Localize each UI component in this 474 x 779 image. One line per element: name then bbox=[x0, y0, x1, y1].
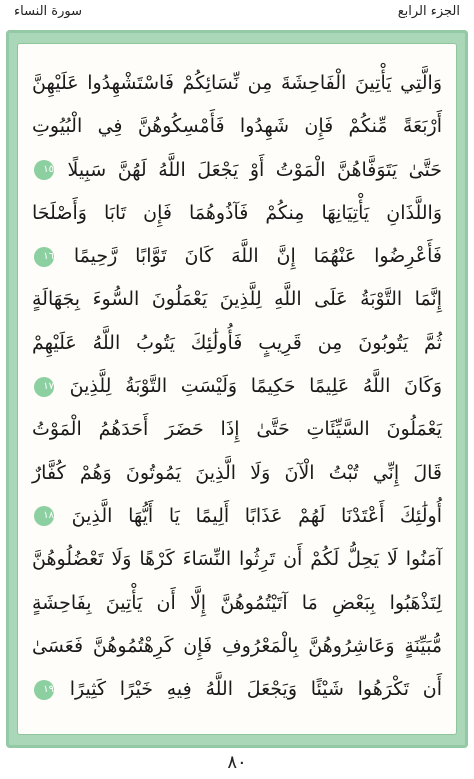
verse-text: لِتَذْهَبُوا بِبَعْضِ مَا آتَيْتُمُوهُنَّ إِلَّا أَن يَأْتِينَ بِفَاحِشَةٍ bbox=[32, 591, 442, 614]
verse-line bbox=[18, 105, 456, 148]
verse-line bbox=[18, 625, 456, 668]
verse-line bbox=[18, 192, 456, 235]
verse-line bbox=[18, 62, 456, 105]
verse-text: ثُمَّ يَتُوبُونَ مِن قَرِيبٍ فَأُولَٰئِكَ يَتُوبُ اللَّهُ عَلَيْهِمْ bbox=[32, 331, 442, 354]
quran-page bbox=[18, 44, 456, 734]
verse-line bbox=[18, 278, 456, 321]
verse-text: مُّبَيِّنَةٍ وَعَاشِرُوهُنَّ بِالْمَعْرُوفِ فَإِن كَرِهْتُمُوهُنَّ فَعَسَىٰ bbox=[32, 634, 442, 657]
verse-text: يَعْمَلُونَ السَّيِّئَاتِ حَتَّىٰ إِذَا حَضَرَ أَحَدَهُمُ الْمَوْتُ bbox=[32, 418, 442, 441]
verse-text: فَأَعْرِضُوا عَنْهُمَا إِنَّ اللَّهَ كَانَ تَوَّابًا رَّحِيمًا bbox=[73, 245, 442, 268]
verse-line bbox=[18, 668, 456, 711]
page-header bbox=[0, 0, 474, 30]
verse-line bbox=[18, 322, 456, 365]
verse-text: آمَنُوا لَا يَحِلُّ لَكُمْ أَن تَرِثُوا النِّسَاءَ كَرْهًا وَلَا تَعْضُلُوهُنَّ bbox=[32, 548, 442, 571]
verse-line bbox=[18, 149, 456, 192]
ayah-number-marker: ١٦ bbox=[34, 247, 54, 267]
verse-line bbox=[18, 408, 456, 451]
verse-text: إِنَّمَا التَّوْبَةُ عَلَى اللَّهِ لِلَّذِينَ يَعْمَلُونَ السُّوءَ بِجَهَالَةٍ bbox=[32, 288, 442, 311]
verse-text: وَالَّتِي يَأْتِينَ الْفَاحِشَةَ مِن نِّسَائِكُمْ فَاسْتَشْهِدُوا عَلَيْهِنَّ bbox=[32, 72, 442, 94]
ayah-number-marker: ١٧ bbox=[34, 377, 54, 397]
verse-line bbox=[18, 235, 456, 278]
juz-label: الجزء الرابع bbox=[397, 4, 460, 19]
verse-text: قَالَ إِنِّي تُبْتُ الْآنَ وَلَا الَّذِينَ يَمُوتُونَ وَهُمْ كُفَّارٌ bbox=[32, 461, 442, 484]
verse-line bbox=[18, 495, 456, 538]
verse-lines bbox=[18, 62, 456, 711]
verse-text: حَتَّىٰ يَتَوَفَّاهُنَّ الْمَوْتُ أَوْ يَجْعَلَ اللَّهُ لَهُنَّ سَبِيلًا bbox=[67, 158, 442, 181]
verse-text: وَكَانَ اللَّهُ عَلِيمًا حَكِيمًا وَلَيْسَتِ التَّوْبَةُ لِلَّذِينَ bbox=[69, 375, 442, 398]
ayah-number-marker: ١٩ bbox=[34, 680, 54, 700]
ayah-number-marker: ١٨ bbox=[34, 506, 54, 526]
verse-line bbox=[18, 452, 456, 495]
verse-text: أَرْبَعَةً مِّنكُمْ فَإِن شَهِدُوا فَأَمْسِكُوهُنَّ فِي الْبُيُوتِ bbox=[32, 115, 442, 138]
verse-line bbox=[18, 538, 456, 581]
ayah-number-marker: ١٥ bbox=[34, 160, 54, 180]
verse-line bbox=[18, 582, 456, 625]
verse-text: أَن تَكْرَهُوا شَيْئًا وَيَجْعَلَ اللَّهُ فِيهِ خَيْرًا كَثِيرًا bbox=[69, 678, 442, 701]
surah-name: سورة النساء bbox=[14, 4, 82, 19]
page-number: ٨٠ bbox=[227, 752, 247, 773]
verse-text: أُولَٰئِكَ أَعْتَدْنَا لَهُمْ عَذَابًا أَلِيمًا يَا أَيُّهَا الَّذِينَ bbox=[71, 504, 442, 527]
verse-line bbox=[18, 365, 456, 408]
verse-text: وَاللَّذَانِ يَأْتِيَانِهَا مِنكُمْ فَآذُوهُمَا فَإِن تَابَا وَأَصْلَحَا bbox=[32, 201, 442, 224]
